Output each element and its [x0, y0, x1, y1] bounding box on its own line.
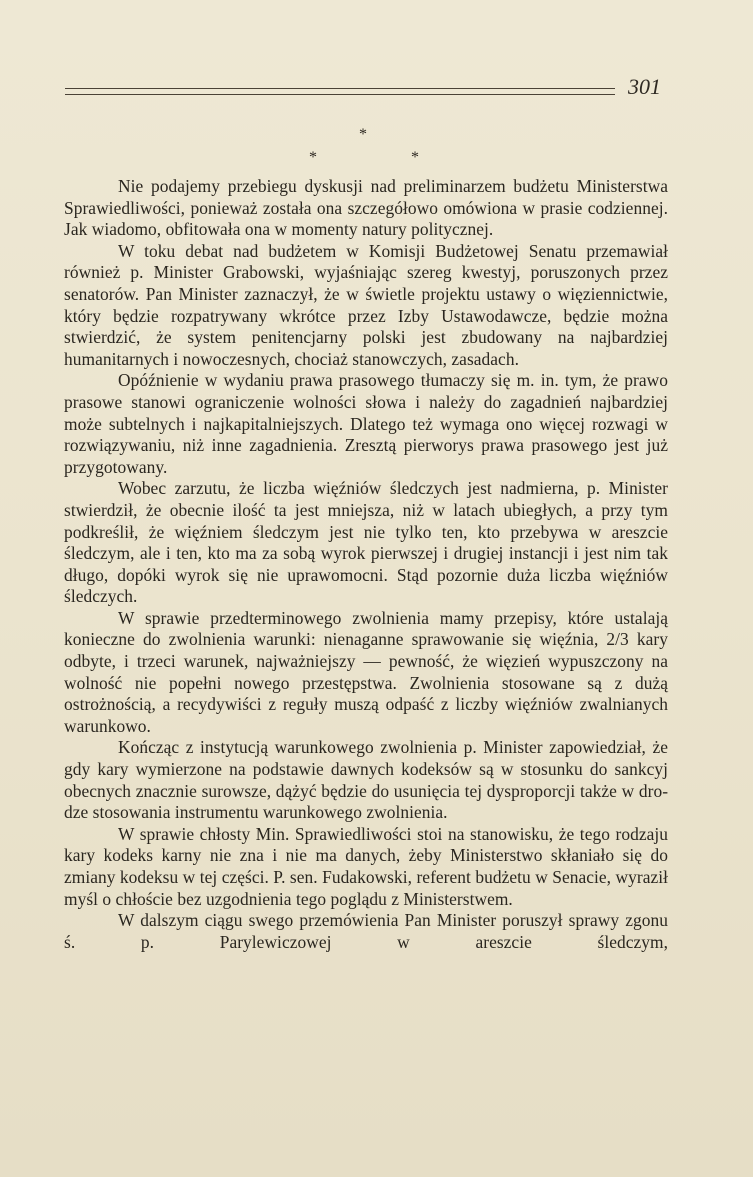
page-number: 301 [628, 74, 661, 99]
section-asterisk: * [359, 126, 367, 143]
paragraph: Opóźnienie w wydaniu prawa prasowego tłumaczy się m. in. tym, że prawo prasowe stanowi ograniczenie wolności słowa i należy do zagadnień najbardziej może subtelnych i najkapitalniejszych. Dlatego też wymaga ono więcej rozwagi w rozwiązywaniu, niż inne zagadnienia. Zresztą pierworys prawa prasowego jest już przygotowany. [64, 370, 668, 477]
section-asterisk: * [411, 149, 419, 166]
body-text [64, 176, 668, 953]
paragraph: W sprawie chłosty Min. Sprawiedliwości stoi na stanowisku, że tego rodzaju kary kodeks karny nie zna i nie ma danych, żeby Ministerstwo skłaniało się do zmiany kodeksu w tej części. P. sen. Fudakowski, referent budżetu w Senacie, wyraził myśl o chłoście bez uzgodnienia tego poglądu z Ministerstwem. [64, 823, 668, 909]
paragraph: Nie podajemy przebiegu dyskusji nad preliminarzem budżetu Ministerstwa Sprawiedliwości, ponieważ została ona szczegółowo omówiona w prasie codziennej. Jak wiadomo, obfitowała ona w momenty natury politycznej. [64, 176, 668, 240]
paragraph: Kończąc z instytucją warunkowego zwolnienia p. Minister zapowiedział, że gdy kary wymierzone na podstawie dawnych kodeksów są w stosunku do sankcyj obecnych znacznie surowsze, dążyć będzie do usunięcia tej dysproporcji także w drodze stosowania instrumentu warunkowego zwolnienia. [64, 737, 668, 823]
paragraph: W dalszym ciągu swego przemówienia Pan Minister poruszył sprawy zgonu ś. p. Parylewiczowej w areszcie śledczym, [64, 910, 668, 952]
header-rule [65, 88, 615, 89]
paragraph: Wobec zarzutu, że liczba więźniów śledczych jest nadmierna, p. Minister stwierdził, że obecnie ilość ta jest mniejsza, niż w latach ubiegłych, a przy tym podkreślił, że więźniem śledczym jest nie tylko ten, kto przebywa w areszcie śledczym, ale i ten, kto ma za sobą wyrok pierwszej i drugiej instancji i jest nim tak długo, dopóki wyrok się nie uprawomocni. Stąd pozornie duża liczba więźniów śledczych. [64, 478, 668, 607]
section-asterisk: * [309, 149, 317, 166]
header-rule [65, 94, 615, 95]
paragraph: W toku debat nad budżetem w Komisji Budżetowej Senatu przemawiał również p. Minister Grabowski, wyjaśniając szereg kwestyj, poruszonych przez senatorów. Pan Minister zaznaczył, że w świetle projektu ustawy o więziennictwie, który będzie rozpatrywany wkrótce przez Izby Ustawodawcze, będzie można stwierdzić, że system penitencjarny polski jest zbudowany na najbardziej humanitarnych i nowoczesnych, chociaż stanowczych, zasadach. [64, 240, 668, 369]
paragraph: W sprawie przedterminowego zwolnienia mamy przepisy, które ustalają konieczne do zwolnienia warunki: nienaganne sprawowanie się więźnia, 2/3 kary odbyte, i trzeci warunek, najważniejszy — pewność, że więzień wypuszczony na wolność nie popełni nowego przestępstwa. Zwolnienia stosowane są z dużą ostrożnością, a recydywiści z reguły muszą odpaść z liczby więźniów zwalnianych warunkowo. [64, 607, 668, 736]
